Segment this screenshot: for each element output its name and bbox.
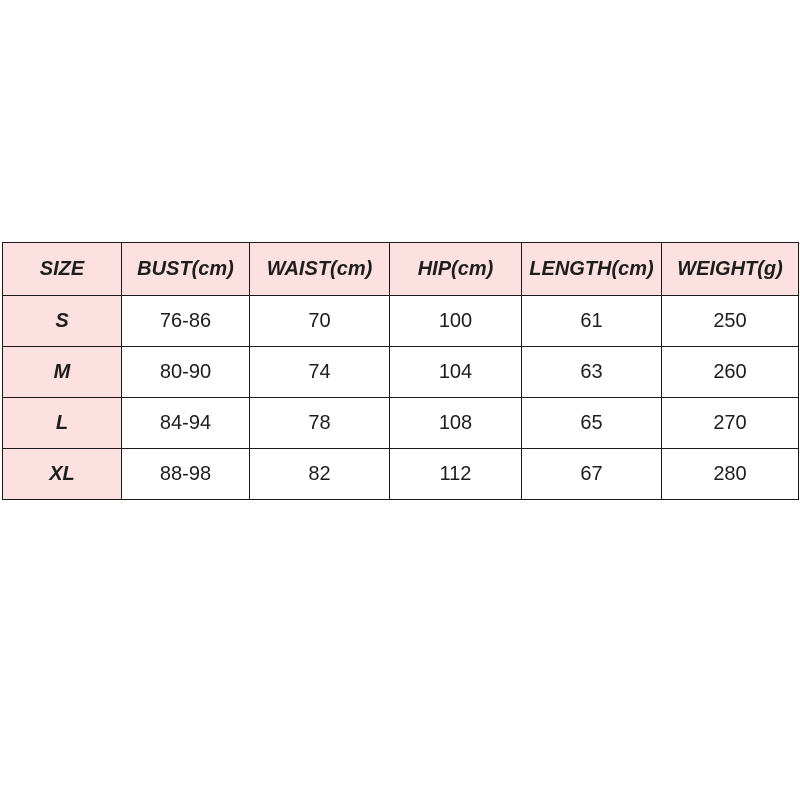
- table-row: [3, 296, 799, 347]
- bust-value: 80-90: [122, 347, 250, 398]
- bust-value: 88-98: [122, 449, 250, 500]
- hip-value: 108: [390, 398, 522, 449]
- size-label: L: [3, 398, 122, 449]
- waist-value: 70: [250, 296, 390, 347]
- table-header-row: [3, 243, 799, 296]
- length-value: 65: [522, 398, 662, 449]
- size-chart-table: [2, 242, 799, 500]
- weight-value: 270: [662, 398, 799, 449]
- header-length: LENGTH(cm): [522, 243, 662, 296]
- header-waist: WAIST(cm): [250, 243, 390, 296]
- length-value: 61: [522, 296, 662, 347]
- weight-value: 250: [662, 296, 799, 347]
- size-label: XL: [3, 449, 122, 500]
- waist-value: 82: [250, 449, 390, 500]
- table-row: [3, 449, 799, 500]
- table-row: [3, 398, 799, 449]
- weight-value: 260: [662, 347, 799, 398]
- waist-value: 74: [250, 347, 390, 398]
- hip-value: 100: [390, 296, 522, 347]
- header-size: SIZE: [3, 243, 122, 296]
- waist-value: 78: [250, 398, 390, 449]
- size-label: M: [3, 347, 122, 398]
- header-hip: HIP(cm): [390, 243, 522, 296]
- header-weight: WEIGHT(g): [662, 243, 799, 296]
- length-value: 63: [522, 347, 662, 398]
- length-value: 67: [522, 449, 662, 500]
- table-row: [3, 347, 799, 398]
- hip-value: 104: [390, 347, 522, 398]
- bust-value: 76-86: [122, 296, 250, 347]
- hip-value: 112: [390, 449, 522, 500]
- size-label: S: [3, 296, 122, 347]
- header-bust: BUST(cm): [122, 243, 250, 296]
- bust-value: 84-94: [122, 398, 250, 449]
- weight-value: 280: [662, 449, 799, 500]
